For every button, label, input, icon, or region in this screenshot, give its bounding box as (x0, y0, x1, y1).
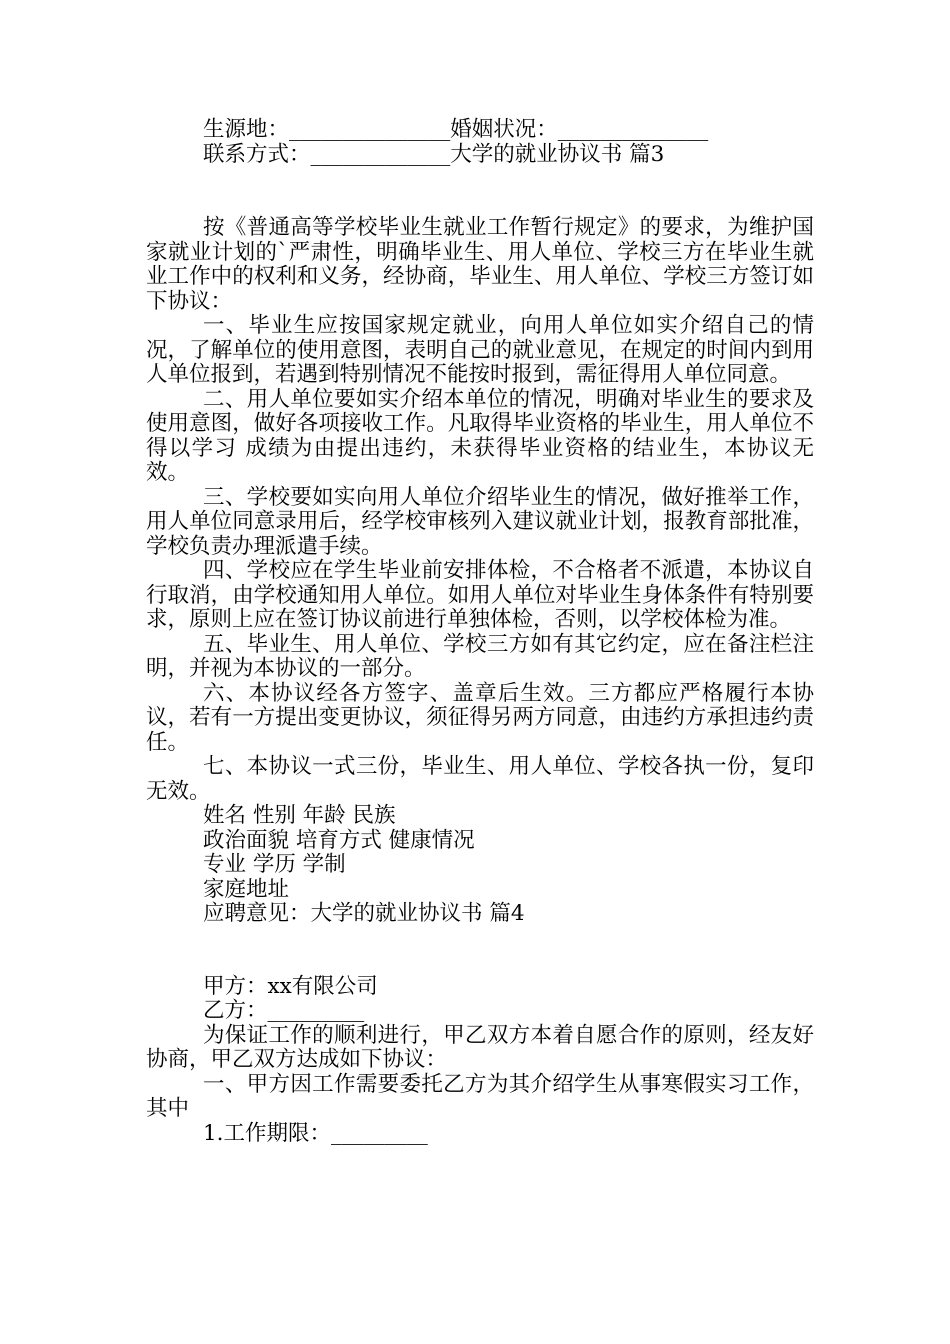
form-line-opinion: 应聘意见：大学的就业协议书 篇4 (203, 901, 525, 926)
intro-paragraph: 按《普通高等学校毕业生就业工作暂行规定》的要求，为维护国家就业计划的`严肃性，明确毕业生、用人单位、学校三方在毕业生就业工作中的权利和义务，经协商，毕业生、用人单位、学校三方签订如下协议： (146, 215, 814, 314)
clause-3-paragraph: 三、学校要如实向用人单位介绍毕业生的情况，做好推举工作，用人单位同意录用后，经学校审核列入建议就业计划，报教育部批准，学校负责办理派遣手续。 (146, 484, 814, 559)
clause-6-paragraph: 六、本协议经各方签字、盖章后生效。三方都应严格履行本协议，若有一方提出变更协议，须征得另两方同意，由违约方承担违约责任。 (146, 680, 814, 755)
clause-5-paragraph: 五、毕业生、用人单位、学校三方如有其它约定，应在备注栏注明，并视为本协议的一部分。 (146, 631, 814, 681)
header-line-source: 生源地：_______________婚姻状况：______________ (203, 117, 709, 142)
agreement-intro-paragraph: 为保证工作的顺利进行，甲乙双方本着自愿合作的原则，经友好协商，甲乙双方达成如下协议： (146, 1022, 814, 1072)
document-page (146, 118, 814, 1146)
form-line-major: 专业 学历 学制 (203, 852, 346, 877)
form-line-address: 家庭地址 (203, 876, 290, 902)
form-line-politics: 政治面貌 培育方式 健康情况 (203, 827, 475, 853)
spacer (146, 167, 814, 216)
party-b-line: 乙方：_________ (203, 998, 365, 1023)
clause-7-paragraph: 七、本协议一式三份，毕业生、用人单位、学校各执一份，复印无效。 (146, 754, 814, 804)
clause-2-paragraph: 二、用人单位要如实介绍本单位的情况，明确对毕业生的要求及使用意图，做好各项接收工作。凡取得毕业资格的毕业生，用人单位不得以学习 成绩为由提出违约，未获得毕业资格的结业生，本协议无效。 (146, 386, 814, 485)
spacer (146, 927, 814, 975)
clause-1-paragraph: 一、毕业生应按国家规定就业，向用人单位如实介绍自己的情况，了解单位的使用意图，表明自己的就业意见，在规定的时间内到用人单位报到，若遇到特别情况不能按时报到，需征得用人单位同意。 (146, 313, 814, 387)
work-period-line: 1.工作期限：_________ (203, 1120, 428, 1146)
clause-4-paragraph: 四、学校应在学生毕业前安排体检，不合格者不派遣，本协议自行取消，由学校通知用人单位。如用人单位对毕业生身体条件有特别要求，原则上应在签订协议前进行单独体检，否则，以学校体检为准。 (146, 558, 814, 632)
party-a-line: 甲方：xx有限公司 (203, 973, 378, 999)
header-line-contact: 联系方式：_____________大学的就业协议书 篇3 (203, 141, 665, 167)
agreement-clause-1-paragraph: 一、甲方因工作需要委托乙方为其介绍学生从事寒假实习工作，其中 (146, 1071, 814, 1121)
form-line-name: 姓名 性别 年龄 民族 (203, 803, 396, 828)
